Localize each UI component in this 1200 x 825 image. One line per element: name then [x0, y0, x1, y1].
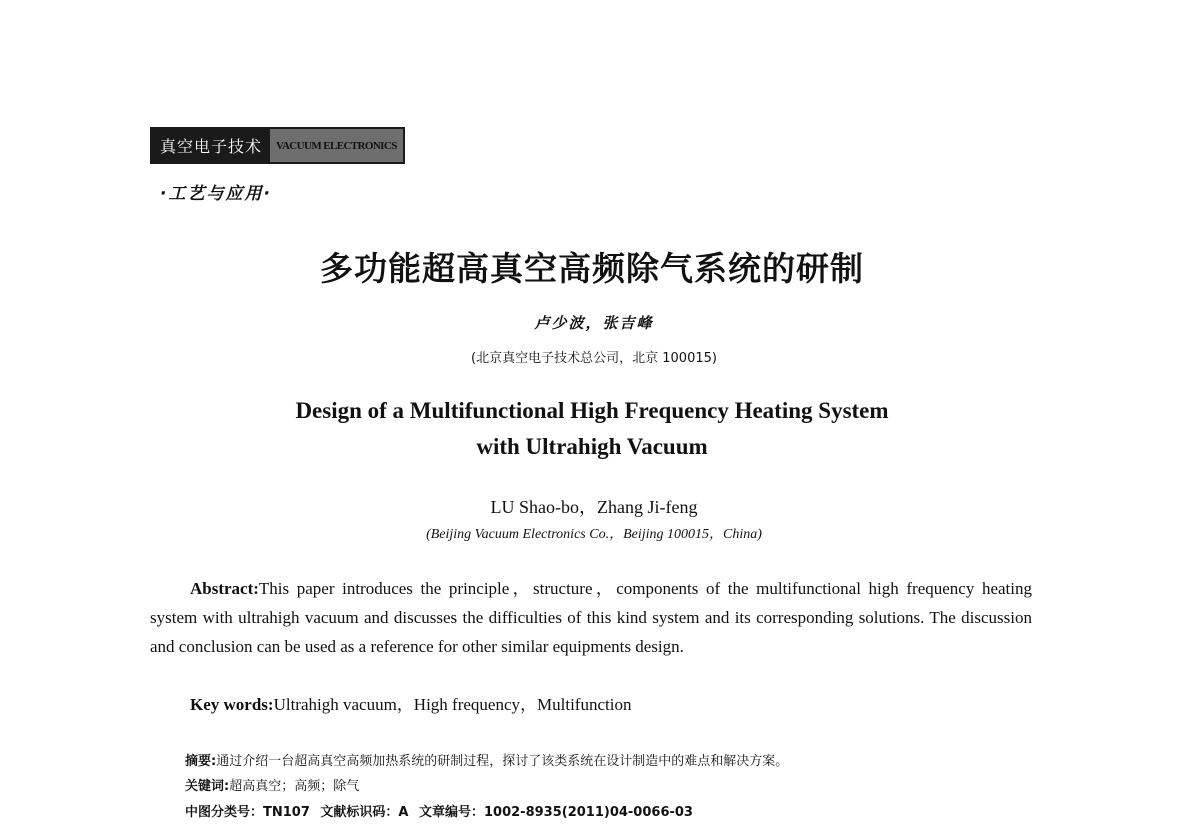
keywords-cn — [185, 775, 359, 799]
paper-title-cn: 多功能超高真空高频除气系统的研制 — [320, 249, 864, 288]
keywords-cn-label: 关键词: — [185, 779, 230, 794]
abstract-en-text: This paper introduces the principle，structure，components of the multifunctional high frequency heating system with ultrahigh vacuum and discusses the difficulties of this kind system and its corresponding solutions. The discussion and conclusion can be used as a reference for other similar equipments design. — [150, 579, 1032, 656]
keywords-cn-text: 超高真空；高频；除气 — [229, 779, 360, 794]
paper-title-en-line1: Design of a Multifunctional High Frequency Heating System — [295, 398, 889, 423]
abstract-cn-label: 摘要: — [185, 754, 217, 769]
journal-name-en: VACUUM ELECTRONICS — [270, 129, 403, 162]
journal-header-badge — [150, 127, 405, 164]
abstract-cn — [185, 750, 788, 774]
keywords-en — [190, 690, 631, 719]
abstract-en-label: Abstract: — [190, 579, 259, 598]
journal-name-cn: 真空电子技术 — [152, 129, 270, 162]
authors-cn: 卢少波，张吉峰 — [534, 314, 654, 332]
keywords-en-label: Key words: — [190, 695, 274, 714]
paper-title-en-line2: with Ultrahigh Vacuum — [476, 434, 708, 459]
abstract-cn-text: 通过介绍一台超高真空高频加热系统的研制过程，探讨了该类系统在设计制造中的难点和解决方案。 — [216, 754, 789, 769]
affiliation-cn: (北京真空电子技术总公司，北京 100015) — [471, 351, 717, 366]
paper-title-en — [0, 393, 1192, 465]
keywords-en-text: Ultrahigh vacuum，High frequency，Multifunction — [273, 695, 632, 714]
authors-en: LU Shao-bo，Zhang Ji-feng — [490, 497, 698, 517]
classification-line: 中图分类号：TN107 文献标识码：A 文章编号：1002-8935(2011)04-0066-03 — [185, 805, 693, 820]
abstract-en — [150, 574, 1032, 661]
section-label: ·工艺与应用· — [160, 184, 272, 204]
affiliation-en: (Beijing Vacuum Electronics Co.，Beijing 100015，China) — [426, 527, 762, 542]
